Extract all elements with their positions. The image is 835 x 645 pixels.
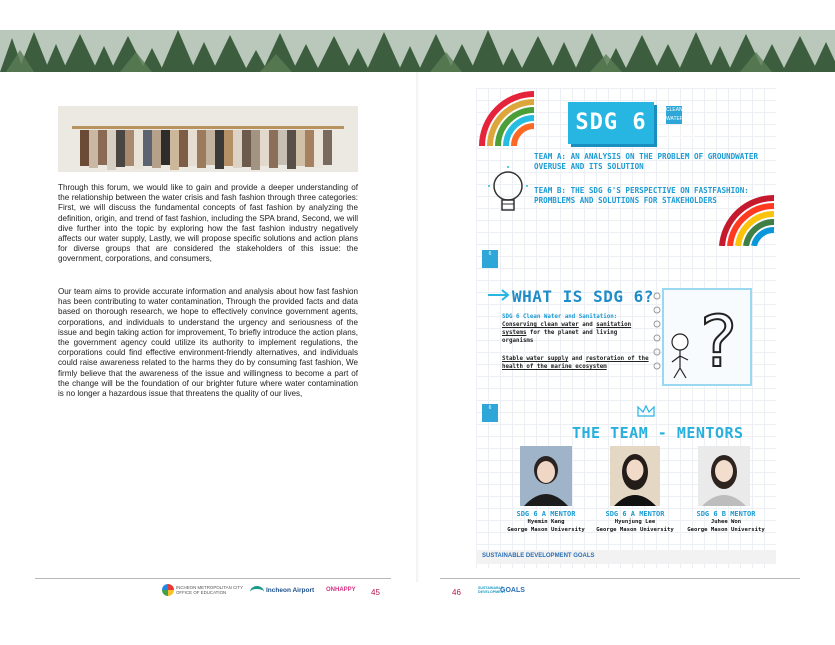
footer-divider-left	[35, 578, 391, 579]
mentor-photo-3	[698, 446, 750, 506]
clothing-rack-photo	[58, 106, 358, 172]
notepad-illustration	[662, 288, 752, 386]
sdg6-definition	[502, 313, 652, 371]
poster-footer	[476, 550, 776, 564]
mentor-photo-1	[520, 446, 572, 506]
sdg-rainbow-arc-top	[476, 88, 536, 158]
airport-logo: Incheon Airport	[266, 587, 315, 594]
poster-footer-goals: SUSTAINABLE DEVELOPMENT GOALS	[482, 553, 595, 559]
team-b-topic: TEAM B: THE SDG 6'S PERSPECTIVE ON FASTFASHION: PROMBLEMS AND SOLUTIONS FOR STAKEHOLDERS	[534, 186, 749, 205]
mentor-card-1: SDG 6 A MENTOR Hyemin Kang George Mason University	[507, 510, 585, 533]
page-number-right: 46	[452, 588, 461, 597]
footer-divider-right	[440, 578, 800, 579]
definition-line-2: Stable water supply and restoration of the health of the marine ecosystem	[502, 356, 649, 370]
sdg6-poster	[476, 88, 776, 568]
what-is-sdg6-heading: WHAT IS SDG 6?	[512, 287, 654, 306]
book-gutter	[416, 72, 420, 582]
definition-line-1: Conserving clean water and sanitation systems for the planet and living organisms	[502, 322, 632, 344]
mentor-card-3: SDG 6 B MENTOR Juhee Won George Mason University	[687, 510, 765, 533]
mentor-photo-2	[610, 446, 660, 506]
mentor-card-2: SDG 6 A MENTOR Hyunjung Lee George Mason University	[596, 510, 674, 533]
sdg6-title-box: SDG 6	[568, 102, 654, 144]
forest-banner	[0, 30, 835, 72]
definition-title: SDG 6 Clean Water and Sanitation:	[502, 314, 618, 320]
education-office-icon	[162, 584, 174, 596]
intro-paragraph-2: Our team aims to provide accurate information and analysis about how fast fashion has been contributing to water contamination, Through the provided facts and data based on thorough research, we hope to effectively convince government agents, corporations, and individuals to understand the urgency and seriousness of the issue and begin taking action for improvement, To briefly introduce the action plans, the government agency could utilize its authority to implement regulations, the corporations could find effective environment-friendly alternatives, and individuals could raise awareness related to the harms they do by consuming fast fashion, We firmly believe that the awareness of the issue and willingness to become a part of the change will be the foundation of our brighter future where water contamination is no longer a hazardous issue that threatens the quality of our lives,	[58, 287, 358, 399]
lightbulb-icon	[488, 166, 528, 224]
airport-wing-icon	[250, 586, 264, 598]
onhappy-logo: ONHAPPY	[326, 587, 356, 593]
crown-icon	[636, 404, 656, 418]
page-number-left: 45	[371, 588, 380, 597]
water-drop-icon-2: 6	[482, 250, 498, 268]
svg-text:?: ?	[700, 301, 738, 383]
team-mentors-heading: THE TEAM - MENTORS	[572, 424, 744, 442]
education-office-logo: INCHEON METROPOLITAN CITY OFFICE OF EDUCATION	[176, 585, 243, 595]
sponsor-logos	[160, 582, 390, 602]
water-drop-icon-3: 6	[482, 404, 498, 422]
notepad-rings	[652, 290, 662, 380]
water-drop-icon: CLEAN WATER AND SANITATION	[666, 107, 696, 140]
intro-paragraph-1: Through this forum, we would like to gain and provide a deeper understanding of the relationship between the water crisis and fash fashion through three categories: First, we will discuss the fundamental concepts of fast fashion by analyzing the definition, origin, and trend of fast fashion, including the SPA brand, Second, we will dive further into the topic by exploring how the fast fashion industry negatively affects our water supply, Lastly, we will propose specific solutions and action plans for diverse groups that are considered the stakeholders of this issue: the government, corporations, and consumers,	[58, 183, 358, 264]
team-a-topic: TEAM A: AN ANALYSIS ON THE PROBLEM OF GROUNDWATER OVERUSE AND ITS SOLUTION	[534, 152, 759, 171]
sdg-footer-logo: SUSTAINABLE DEVELOPMENTGOALS	[478, 586, 525, 594]
arrow-right-icon	[486, 288, 512, 302]
